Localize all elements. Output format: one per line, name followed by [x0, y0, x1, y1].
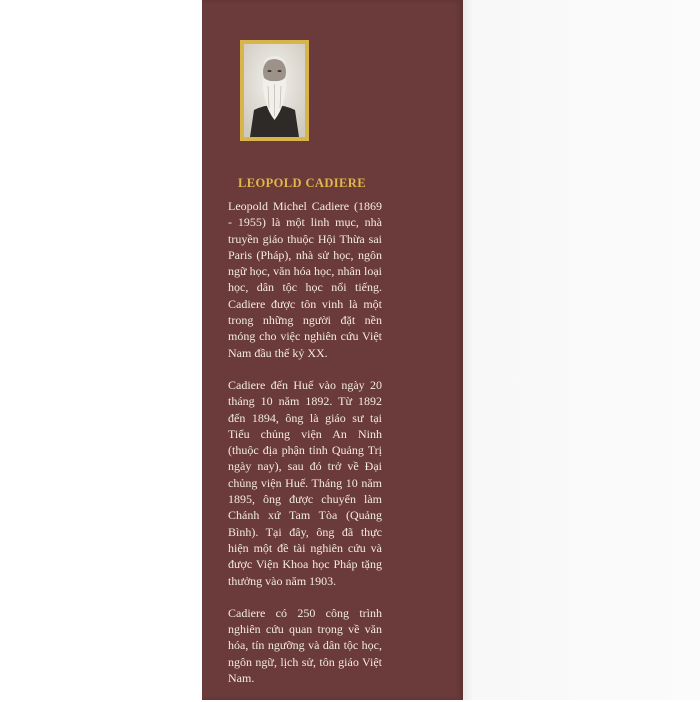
- author-biography: [228, 198, 382, 702]
- author-name: LEOPOLD CADIERE: [238, 176, 366, 190]
- cover-panel: [463, 0, 700, 700]
- portrait-icon: [244, 44, 305, 137]
- bio-paragraph: Cadiere đến Huế vào ngày 20 tháng 10 năm 1892. Từ 1892 đến 1894, ông là giáo sư tại Tiểu chủng viện An Ninh (thuộc địa phận tỉnh Quảng Trị ngày nay), sau đó trở về Đại chủng viện Huế. Tháng 10 năm 1895, ông được chuyển làm Chánh xứ Tam Tòa (Quảng Bình). Tại đây, ông đã thực hiện một đề tài nghiên cứu và được Viện Khoa học Pháp tặng thưởng vào năm 1903.: [228, 377, 382, 588]
- author-portrait: [240, 40, 309, 141]
- bio-paragraph: Leopold Michel Cadiere (1869 - 1955) là một linh mục, nhà truyền giáo thuộc Hội Thừa sai Paris (Pháp), nhà sử học, ngôn ngữ học, văn hóa học, nhân loại học, dân tộc học nổi tiếng. Cadiere được tôn vinh là một trong những người đặt nền móng cho việc nghiên cứu Việt Nam đầu thế kỷ XX.: [228, 199, 382, 360]
- bio-paragraph: Cadiere có 250 công trình nghiên cứu quan trọng về văn hóa, tín ngưỡng và dân tộc học, ngôn ngữ, lịch sử, tôn giáo Việt Nam.: [228, 605, 382, 686]
